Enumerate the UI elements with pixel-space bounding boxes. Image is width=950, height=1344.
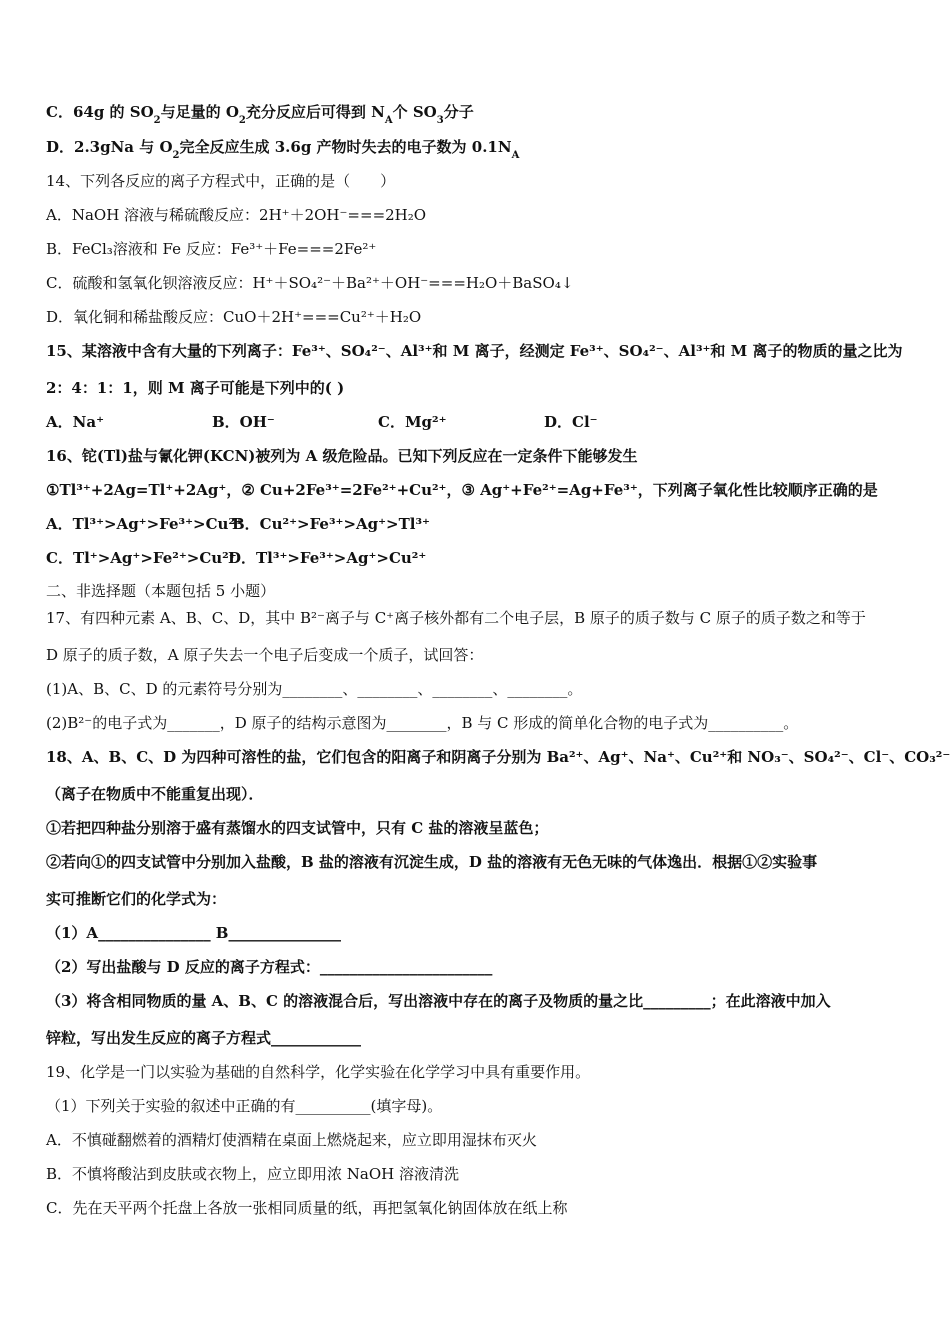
q18-stem-line-1: 18、A、B、C、D 为四种可溶性的盐，它们包含的阳离子和阴离子分别为 Ba²⁺、Ag⁺、Na⁺、Cu²⁺和 NO₃⁻、SO₄²⁻、Cl⁻、CO₃²⁻ <box>46 748 950 766</box>
q14-option-a: A．NaOH 溶液与稀硫酸反应：2H⁺＋2OH⁻===2H₂O <box>46 206 427 224</box>
q18-statement-1: ①若把四种盐分别溶于盛有蒸馏水的四支试管中，只有 C 盐的溶液呈蓝色； <box>46 819 549 837</box>
q18-statement-2: ②若向①的四支试管中分别加入盐酸，B 盐的溶液有沉淀生成，D 盐的溶液有无色无味的气体逸出．根据①②实验事 <box>46 853 818 871</box>
q13-c-sub-2: 2 <box>238 115 246 126</box>
q13-c-text-4: 个 SO <box>392 103 437 121</box>
q16-stem: 16、铊(Tl)盐与氰化钾(KCN)被列为 A 级危险品。已知下列反应在一定条件下能够发生 <box>46 447 638 465</box>
q13-c-sub-4: 3 <box>436 115 444 126</box>
q13-c-text-1: C．64g 的 SO <box>46 103 154 121</box>
q14-option-b: B．FeCl₃溶液和 Fe 反应：Fe³⁺＋Fe===2Fe²⁺ <box>46 240 377 258</box>
section-2-heading: 二、非选择题（本题包括 5 小题） <box>46 582 276 600</box>
q18-part-3: （3）将含相同物质的量 A、B、C 的溶液混合后，写出溶液中存在的离子及物质的量之比_________；在此溶液中加入 <box>46 992 831 1010</box>
q13-option-c <box>46 102 474 126</box>
q18-part-1: （1）A_______________ B_______________ <box>46 924 341 942</box>
q13-c-text-3: 充分反应后可得到 N <box>245 103 385 121</box>
q13-c-sub-1: 2 <box>153 115 161 126</box>
q18-part-3-cont: 锌粒，写出发生反应的离子方程式____________ <box>46 1029 362 1047</box>
q16-option-c: C．Tl⁺>Ag⁺>Fe²⁺>Cu²⁺ <box>46 549 237 567</box>
q17-part-2: (2)B²⁻的电子式为_______，D 原子的结构示意图为________，B 与 C 形成的简单化合物的电子式为__________。 <box>46 714 799 732</box>
q19-option-c: C．先在天平两个托盘上各放一张相同质量的纸，再把氢氧化钠固体放在纸上称 <box>46 1199 568 1217</box>
q19-option-a: A．不慎碰翻燃着的酒精灯使酒精在桌面上燃烧起来，应立即用湿抹布灭火 <box>46 1131 537 1149</box>
q19-part-1: （1）下列关于实验的叙述中正确的有__________(填字母)。 <box>46 1097 443 1115</box>
q16-options-row-2 <box>46 548 426 568</box>
q14-stem: 14、下列各反应的离子方程式中，正确的是（ ） <box>46 172 396 190</box>
q15-stem-line-1: 15、某溶液中含有大量的下列离子：Fe³⁺、SO₄²⁻、Al³⁺和 M 离子，经测定 Fe³⁺、SO₄²⁻、Al³⁺和 M 离子的物质的量之比为 <box>46 342 903 360</box>
q13-c-text-2: 与足量的 O <box>160 103 239 121</box>
q16-option-a: A．Tl³⁺>Ag⁺>Fe³⁺>Cu²⁺ <box>46 515 243 533</box>
q14-option-c: C．硫酸和氢氧化钡溶液反应：H⁺＋SO₄²⁻＋Ba²⁺＋OH⁻===H₂O＋BaSO₄↓ <box>46 274 574 292</box>
q15-options <box>46 412 598 432</box>
q19-option-b: B．不慎将酸沾到皮肤或衣物上，应立即用浓 NaOH 溶液清洗 <box>46 1165 460 1183</box>
q15-option-c: C．Mg²⁺ <box>378 413 447 431</box>
q13-d-sub-2: A <box>511 150 520 161</box>
q15-option-a: A．Na⁺ <box>46 413 104 431</box>
q16-options-row-1 <box>46 514 430 534</box>
q17-part-1: (1)A、B、C、D 的元素符号分别为________、________、________、________。 <box>46 680 583 698</box>
q16-option-b: B．Cu²⁺>Fe³⁺>Ag⁺>Tl³⁺ <box>232 515 430 533</box>
q19-stem: 19、化学是一门以实验为基础的自然科学，化学实验在化学学习中具有重要作用。 <box>46 1063 591 1081</box>
q13-d-text-2: 完全反应生成 3.6g 产物时失去的电子数为 0.1N <box>179 138 512 156</box>
q13-c-sub-3: A <box>384 115 393 126</box>
q13-option-d <box>46 137 520 161</box>
q18-stem-line-2: （离子在物质中不能重复出现）． <box>46 785 264 803</box>
q16-option-d: D．Tl³⁺>Fe³⁺>Ag⁺>Cu²⁺ <box>228 549 427 567</box>
q15-option-d: D．Cl⁻ <box>544 413 598 431</box>
q18-statement-3: 实可推断它们的化学式为： <box>46 890 227 908</box>
q13-c-text-5: 分子 <box>443 103 474 121</box>
q15-stem-line-2: 2：4：1：1，则 M 离子可能是下列中的( ) <box>46 379 345 397</box>
q13-d-sub-1: 2 <box>172 150 180 161</box>
q13-d-text-1: D．2.3gNa 与 O <box>46 138 173 156</box>
q14-option-d: D．氧化铜和稀盐酸反应：CuO＋2H⁺===Cu²⁺＋H₂O <box>46 308 422 326</box>
q17-stem-line-2: D 原子的质子数，A 原子失去一个电子后变成一个质子，试回答： <box>46 646 484 664</box>
q17-stem-line-1: 17、有四种元素 A、B、C、D，其中 B²⁻离子与 C⁺离子核外都有二个电子层，B 原子的质子数与 C 原子的质子数之和等于 <box>46 609 866 627</box>
q15-option-b: B．OH⁻ <box>212 413 275 431</box>
q18-part-2: （2）写出盐酸与 D 反应的离子方程式：_______________________ <box>46 958 493 976</box>
q16-reactions: ①Tl³⁺+2Ag=Tl⁺+2Ag⁺，② Cu+2Fe³⁺=2Fe²⁺+Cu²⁺，③ Ag⁺+Fe²⁺=Ag+Fe³⁺，下列离子氧化性比较顺序正确的是 <box>46 481 878 499</box>
